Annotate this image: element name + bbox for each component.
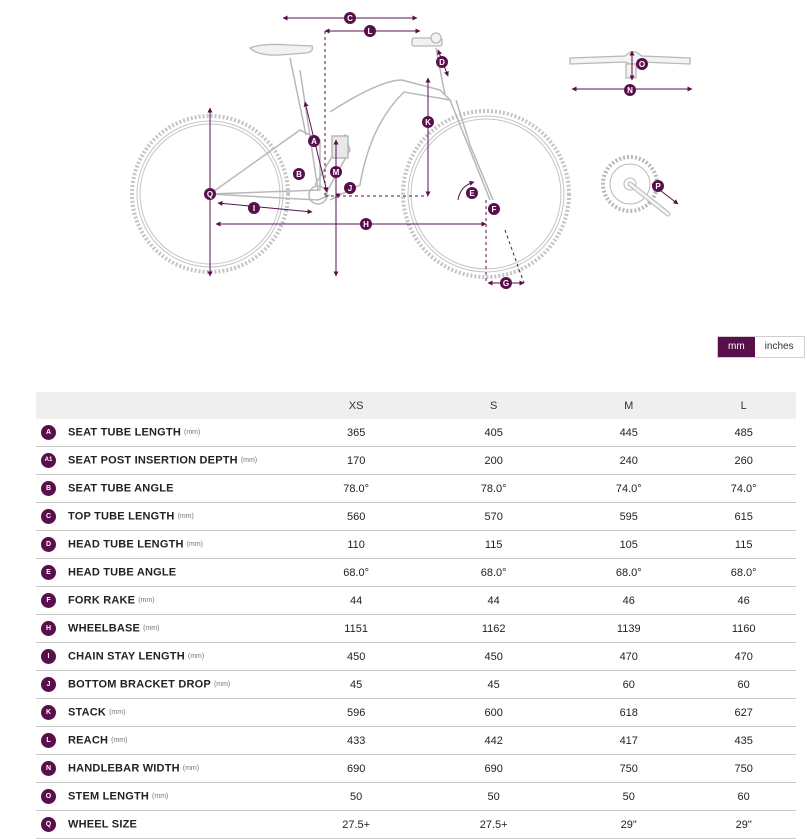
table-cell: 417: [566, 727, 691, 755]
row-badge: O: [41, 789, 56, 804]
row-label-text: HEAD TUBE ANGLE: [68, 566, 177, 579]
row-unit: (mm): [138, 597, 155, 604]
table-cell: 615: [691, 503, 796, 531]
table-cell: 50: [566, 783, 691, 811]
table-row-wheel-size: [36, 811, 796, 839]
table-cell: 29": [566, 811, 691, 839]
header-label-cell: [36, 392, 291, 419]
row-label: [36, 783, 291, 811]
row-unit: (mm): [186, 541, 203, 548]
row-label: [36, 503, 291, 531]
row-label: [36, 811, 291, 839]
table-cell: 618: [566, 699, 691, 727]
marker-C: [344, 12, 356, 24]
row-label-text: CHAIN STAY LENGTH: [68, 650, 185, 663]
table-row-top-tube-length: [36, 503, 796, 531]
table-row-head-tube-angle: [36, 559, 796, 587]
marker-I: [248, 202, 260, 214]
unit-toggle: [717, 336, 805, 358]
svg-text:L: L: [367, 27, 373, 36]
row-label-text: WHEELBASE: [68, 622, 141, 635]
table-cell: 435: [691, 727, 796, 755]
row-label: [36, 587, 291, 615]
table-cell: 627: [691, 699, 796, 727]
marker-G: [500, 277, 512, 289]
row-label-text: TOP TUBE LENGTH: [68, 510, 175, 523]
table-cell: 600: [421, 699, 566, 727]
row-badge: L: [41, 733, 56, 748]
table-cell: 445: [566, 419, 691, 447]
table-cell: 433: [291, 727, 421, 755]
table-cell: 46: [566, 587, 691, 615]
svg-text:F: F: [491, 205, 497, 214]
table-cell: 442: [421, 727, 566, 755]
row-label-text: REACH: [68, 734, 109, 747]
row-unit: (mm): [187, 653, 205, 660]
table-cell: 60: [691, 671, 796, 699]
table-cell: 68.0°: [421, 559, 566, 587]
row-badge: C: [41, 509, 56, 524]
svg-text:N: N: [627, 86, 633, 95]
table-cell: 46: [691, 587, 796, 615]
svg-text:J: J: [347, 184, 353, 193]
table-cell: 50: [421, 783, 566, 811]
marker-E: [466, 187, 478, 199]
table-cell: 68.0°: [691, 559, 796, 587]
table-cell: 260: [691, 447, 796, 475]
table-cell: 115: [421, 531, 566, 559]
row-badge: I: [41, 649, 56, 664]
table-cell: 560: [291, 503, 421, 531]
table-cell: 29": [691, 811, 796, 839]
row-label-text: SEAT POST INSERTION DEPTH: [68, 454, 238, 467]
marker-O: [636, 58, 648, 70]
svg-text:D: D: [439, 58, 445, 67]
row-badge: B: [41, 481, 56, 496]
table-cell: 78.0°: [291, 475, 421, 503]
row-label-text: HANDLEBAR WIDTH: [68, 762, 180, 775]
row-badge: A: [41, 425, 56, 440]
row-label: [36, 615, 291, 643]
geometry-table: [36, 392, 796, 839]
table-cell: 595: [566, 503, 691, 531]
marker-Q: [204, 188, 216, 200]
svg-text:G: G: [502, 279, 510, 288]
row-unit: (mm): [240, 457, 258, 464]
marker-D: [436, 56, 448, 68]
table-cell: 68.0°: [291, 559, 421, 587]
row-badge: Q: [41, 817, 56, 832]
row-label-text: FORK RAKE: [68, 594, 136, 607]
table-cell: 27.5+: [291, 811, 421, 839]
row-label: [36, 755, 291, 783]
table-cell: 1139: [566, 615, 691, 643]
row-badge: D: [41, 537, 56, 552]
table-cell: 60: [691, 783, 796, 811]
stem-icon: [412, 33, 442, 46]
svg-text:B: B: [296, 170, 302, 179]
table-cell: 200: [421, 447, 566, 475]
row-label: [36, 699, 291, 727]
table-cell: 450: [421, 643, 566, 671]
table-cell: 690: [291, 755, 421, 783]
table-row-stack: [36, 699, 796, 727]
marker-L: [364, 25, 376, 37]
header-size-xs: XS: [291, 392, 421, 419]
header-size-s: S: [421, 392, 566, 419]
row-label: [36, 475, 291, 503]
marker-M: [330, 166, 342, 178]
table-row-reach: [36, 727, 796, 755]
svg-text:M: M: [332, 168, 340, 177]
header-size-m: M: [566, 392, 691, 419]
svg-text:A: A: [311, 137, 317, 146]
table-cell: 27.5+: [421, 811, 566, 839]
header-size-l: L: [691, 392, 796, 419]
svg-text:H: H: [363, 220, 369, 229]
marker-K: [422, 116, 434, 128]
marker-B: [293, 168, 305, 180]
row-badge: H: [41, 621, 56, 636]
marker-N: [624, 84, 636, 96]
row-label: [36, 419, 291, 447]
table-row-seat-post-insertion-depth: [36, 447, 796, 475]
row-label-text: SEAT TUBE LENGTH: [68, 426, 181, 439]
row-unit: (mm): [152, 793, 169, 800]
table-cell: 690: [421, 755, 566, 783]
table-cell: 750: [691, 755, 796, 783]
table-cell: 115: [691, 531, 796, 559]
svg-text:O: O: [638, 60, 646, 69]
row-badge: F: [41, 593, 56, 608]
row-unit: (mm): [143, 625, 160, 632]
table-cell: 1162: [421, 615, 566, 643]
table-row-seat-tube-angle: [36, 475, 796, 503]
table-cell: 570: [421, 503, 566, 531]
row-unit: (mm): [213, 681, 231, 688]
table-cell: 45: [291, 671, 421, 699]
table-cell: 60: [566, 671, 691, 699]
table-cell: 596: [291, 699, 421, 727]
row-label-text: SEAT TUBE ANGLE: [68, 482, 174, 495]
table-row-bottom-bracket-drop: [36, 671, 796, 699]
marker-J: [344, 182, 356, 194]
svg-text:Q: Q: [206, 190, 214, 199]
marker-F: [488, 203, 500, 215]
row-label: [36, 559, 291, 587]
table-cell: 1151: [291, 615, 421, 643]
table-cell: 44: [421, 587, 566, 615]
row-badge: E: [41, 565, 56, 580]
row-badge: J: [41, 677, 56, 692]
row-label-text: STACK: [68, 706, 107, 719]
table-cell: 44: [291, 587, 421, 615]
table-cell: 470: [566, 643, 691, 671]
marker-H: [360, 218, 372, 230]
table-row-seat-tube-length: [36, 419, 796, 447]
table-cell: 110: [291, 531, 421, 559]
table-row-head-tube-length: [36, 531, 796, 559]
table-row-wheelbase: [36, 615, 796, 643]
table-cell: 74.0°: [691, 475, 796, 503]
table-cell: 78.0°: [421, 475, 566, 503]
row-unit: (mm): [109, 709, 126, 716]
table-cell: 365: [291, 419, 421, 447]
table-cell: 750: [566, 755, 691, 783]
row-badge: N: [41, 761, 56, 776]
table-cell: 50: [291, 783, 421, 811]
svg-text:P: P: [655, 182, 661, 191]
row-label-text: STEM LENGTH: [68, 790, 150, 803]
row-label: [36, 643, 291, 671]
table-row-fork-rake: [36, 587, 796, 615]
marker-P: [652, 180, 664, 192]
bike-geometry-diagram: [0, 0, 807, 300]
table-cell: 45: [421, 671, 566, 699]
table-row-stem-length: [36, 783, 796, 811]
svg-text:E: E: [469, 189, 475, 198]
svg-text:K: K: [425, 118, 431, 127]
row-badge: K: [41, 705, 56, 720]
table-cell: 450: [291, 643, 421, 671]
table-cell: 240: [566, 447, 691, 475]
marker-A: [308, 135, 320, 147]
saddle-icon: [250, 44, 312, 55]
table-cell: 405: [421, 419, 566, 447]
table-header-row: [36, 392, 796, 419]
table-cell: 485: [691, 419, 796, 447]
svg-text:I: I: [252, 204, 256, 213]
bike-frame: [210, 48, 493, 204]
row-label-text: BOTTOM BRACKET DROP: [68, 678, 211, 691]
handlebar-icon: [570, 52, 690, 78]
row-unit: (mm): [184, 429, 201, 436]
table-cell: 68.0°: [566, 559, 691, 587]
row-unit: (mm): [182, 765, 200, 772]
row-badge: A1: [41, 453, 56, 468]
table-row-chain-stay-length: [36, 643, 796, 671]
unit-mm-button[interactable]: mm: [718, 337, 755, 357]
row-unit: (mm): [111, 737, 128, 744]
row-label: [36, 531, 291, 559]
unit-inches-button[interactable]: inches: [755, 337, 804, 357]
row-label: [36, 671, 291, 699]
table-cell: 1160: [691, 615, 796, 643]
row-label: [36, 727, 291, 755]
row-label-text: HEAD TUBE LENGTH: [68, 538, 184, 551]
row-label: [36, 447, 291, 475]
table-cell: 105: [566, 531, 691, 559]
table-cell: 74.0°: [566, 475, 691, 503]
table-row-handlebar-width: [36, 755, 796, 783]
table-cell: 170: [291, 447, 421, 475]
row-unit: (mm): [177, 513, 194, 520]
table-cell: 470: [691, 643, 796, 671]
svg-text:C: C: [347, 14, 353, 23]
row-label-text: WHEEL SIZE: [68, 818, 138, 831]
